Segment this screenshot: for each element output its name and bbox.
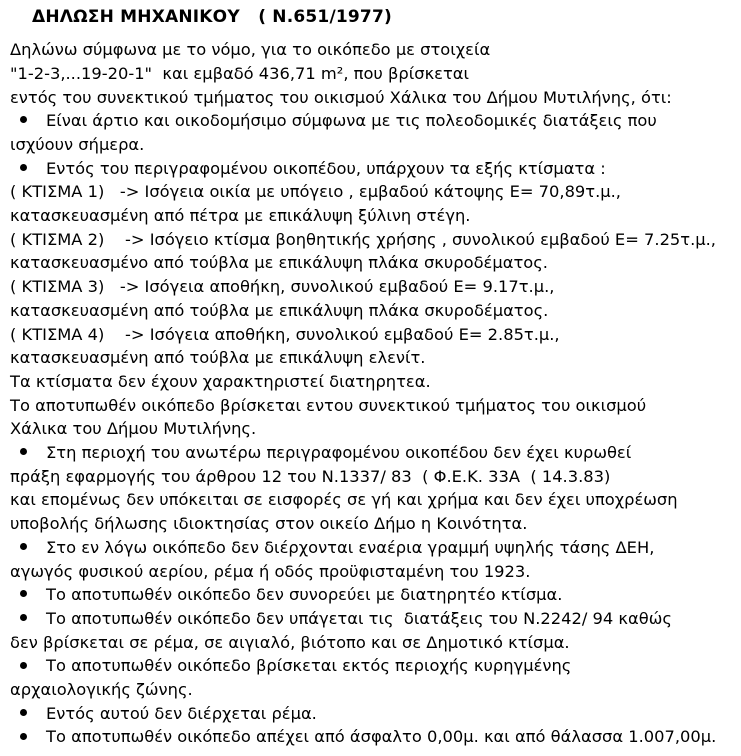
paragraph: κατασκευασμένη από τούβλα με επικάλυψη ελενίτ. xyxy=(10,348,426,368)
paragraph: κατασκευασμένο από τούβλα με επικάλυψη πλάκα σκυροδέματος. xyxy=(10,253,548,273)
paragraph: δεν βρίσκεται σε ρέμα, σε αιγιαλό, βιότοπο και σε Δημοτικό κτίσμα. xyxy=(10,632,570,652)
paragraph-text: Είναι άρτιο και οικοδομήσιμο σύμφωνα με τις πολεοδομικές διατάξεις που xyxy=(46,111,657,131)
page-title: ΔΗΛΩΣΗ ΜΗΧΑΝΙΚΟΥ ( Ν.651/1977) xyxy=(32,7,392,27)
bullet-dot-icon xyxy=(20,164,27,171)
paragraph: ( ΚΤΙΣΜΑ 4) -> Ισόγεια αποθήκη, συνολικού εμβαδού Ε= 2.85τ.μ., xyxy=(10,324,560,344)
paragraph: υποβολής δήλωσης ιδιοκτησίας στον οικείο Δήμο η Κοινότητα. xyxy=(10,514,528,534)
bullet-paragraph xyxy=(10,607,731,631)
paragraph: αρχαιολογικής ζώνης. xyxy=(10,680,193,700)
paragraph: και επομένως δεν υπόκειται σε εισφορές σε γή και χρήμα και δεν έχει υποχρέωση xyxy=(10,490,678,510)
bullet-paragraph xyxy=(10,654,731,678)
bullet-paragraph xyxy=(10,157,731,181)
paragraph-text: Το αποτυπωθέν οικόπεδο βρίσκεται εκτός περιοχής κυρηγμένης xyxy=(46,656,572,676)
paragraph: εντός του συνεκτικού τμήματος του οικισμού Χάλικα του Δήμου Μυτιλήνης, ότι: xyxy=(10,87,672,107)
bullet-paragraph xyxy=(10,702,731,726)
paragraph-text: Το αποτυπωθέν οικόπεδο δεν υπάγεται τις διατάξεις του Ν.2242/ 94 καθώς xyxy=(46,608,672,628)
paragraph: πράξη εφαρμογής του άρθρου 12 του Ν.1337/ 83 ( Φ.Ε.Κ. 33Α ( 14.3.83) xyxy=(10,466,611,486)
paragraph: "1-2-3,...19-20-1" και εμβαδό 436,71 m², που βρίσκεται xyxy=(10,63,470,83)
paragraph: αγωγός φυσικού αερίου, ρέμα ή οδός προϋφισταμένη του 1923. xyxy=(10,561,531,581)
paragraph: ( ΚΤΙΣΜΑ 3) -> Ισόγεια αποθήκη, συνολικού εμβαδού Ε= 9.17τ.μ., xyxy=(10,277,555,297)
bullet-dot-icon xyxy=(20,448,27,455)
bullet-dot-icon xyxy=(20,662,27,669)
bullet-paragraph xyxy=(10,725,731,749)
paragraph: ( ΚΤΙΣΜΑ 2) -> Ισόγειο κτίσμα βοηθητικής χρήσης , συνολικού εμβαδού Ε= 7.25τ.μ., xyxy=(10,229,716,249)
paragraph-text: Εντός του περιγραφομένου οικοπέδου, υπάρχουν τα εξής κτίσματα : xyxy=(46,158,606,178)
document-body xyxy=(10,38,731,749)
paragraph: ισχύουν σήμερα. xyxy=(10,134,145,154)
paragraph: ( ΚΤΙΣΜΑ 1) -> Ισόγεια οικία με υπόγειο , εμβαδού κάτοψης Ε= 70,89τ.μ., xyxy=(10,182,621,202)
document-title-row xyxy=(10,6,731,28)
paragraph-text: Το αποτυπωθέν οικόπεδο δεν συνορεύει με διατηρητέο κτίσμα. xyxy=(46,585,563,605)
bullet-dot-icon xyxy=(20,543,27,550)
bullet-paragraph xyxy=(10,441,731,465)
paragraph: κατασκευασμένη από πέτρα με επικάλυψη ξύλινη στέγη. xyxy=(10,206,471,226)
paragraph: κατασκευασμένη από τούβλα με επικάλυψη πλάκα σκυροδέματος. xyxy=(10,300,549,320)
paragraph-text: Εντός αυτού δεν διέρχεται ρέμα. xyxy=(46,703,317,723)
paragraph-text: Στο εν λόγω οικόπεδο δεν διέρχονται εναέρια γραμμή υψηλής τάσης ΔΕΗ, xyxy=(46,537,655,557)
bullet-dot-icon xyxy=(20,590,27,597)
bullet-paragraph xyxy=(10,109,731,133)
paragraph: Το αποτυπωθέν οικόπεδο βρίσκεται εντου συνεκτικού τμήματος του οικισμού xyxy=(10,395,647,415)
bullet-dot-icon xyxy=(20,709,27,716)
paragraph: Δηλώνω σύμφωνα με το νόμο, για το οικόπεδο με στοιχεία xyxy=(10,40,491,60)
paragraph-text: Το αποτυπωθέν οικόπεδο απέχει από άσφαλτο 0,00μ. και από θάλασσα 1.007,00μ. xyxy=(46,727,717,747)
bullet-paragraph xyxy=(10,583,731,607)
bullet-paragraph xyxy=(10,536,731,560)
bullet-dot-icon xyxy=(20,614,27,621)
paragraph-text: Στη περιοχή του ανωτέρω περιγραφομένου οικοπέδου δεν έχει κυρωθεί xyxy=(46,443,632,463)
bullet-dot-icon xyxy=(20,733,27,740)
bullet-dot-icon xyxy=(20,116,27,123)
paragraph: Χάλικα του Δήμου Μυτιλήνης. xyxy=(10,419,257,439)
paragraph: Τα κτίσματα δεν έχουν χαρακτηριστεί διατηρητεα. xyxy=(10,371,431,391)
